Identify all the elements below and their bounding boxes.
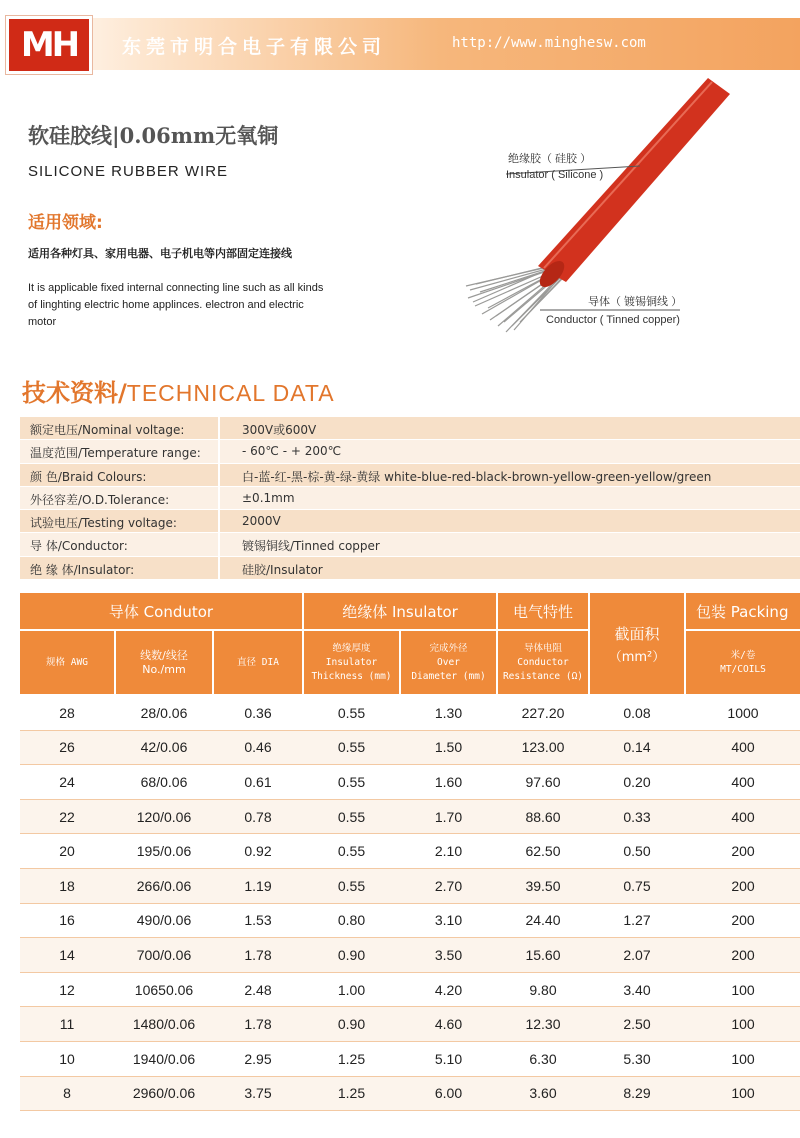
cell-thickness: 0.55 bbox=[337, 877, 366, 894]
cell-outer-diameter: 6.00 bbox=[434, 1085, 463, 1102]
cell-strands: 266/0.06 bbox=[136, 877, 192, 894]
cell-strands: 68/0.06 bbox=[140, 773, 188, 790]
spec-row bbox=[20, 440, 800, 463]
cell-strands: 1480/0.06 bbox=[132, 1016, 196, 1033]
cell-awg: 10 bbox=[59, 1050, 75, 1067]
cell-dia: 2.48 bbox=[244, 981, 272, 998]
cell-awg: 22 bbox=[59, 808, 75, 825]
spec-row bbox=[20, 557, 800, 580]
cell-thickness: 0.55 bbox=[337, 808, 366, 825]
cell-area: 2.07 bbox=[623, 946, 651, 963]
spec-row bbox=[20, 533, 800, 556]
scope-heading: 适用领域: bbox=[28, 213, 103, 233]
cell-strands: 700/0.06 bbox=[136, 946, 192, 963]
cell-thickness: 0.90 bbox=[337, 946, 366, 963]
cell-thickness: 1.00 bbox=[337, 981, 366, 998]
cell-outer-diameter: 1.30 bbox=[434, 704, 463, 721]
cell-awg: 26 bbox=[59, 739, 75, 756]
cell-thickness: 0.80 bbox=[337, 912, 366, 929]
page-header bbox=[0, 0, 800, 76]
technical-heading-cn: 技术资料/ bbox=[22, 379, 127, 407]
cell-awg: 11 bbox=[59, 1016, 75, 1033]
cell-dia: 1.78 bbox=[244, 946, 272, 963]
spec-row bbox=[20, 510, 800, 533]
cell-thickness: 0.55 bbox=[337, 843, 366, 860]
cell-dia: 1.78 bbox=[244, 1016, 272, 1033]
spec-table bbox=[20, 417, 800, 580]
spec-label: 试验电压/Testing voltage: bbox=[30, 516, 177, 531]
cell-dia: 1.19 bbox=[244, 877, 272, 894]
cell-area: 1.27 bbox=[623, 912, 651, 929]
cell-outer-diameter: 4.20 bbox=[434, 981, 463, 998]
cell-awg: 14 bbox=[59, 946, 75, 963]
cell-dia: 2.95 bbox=[244, 1050, 272, 1067]
product-title: 软硅胶线|0.06mm无氧铜 bbox=[28, 123, 279, 148]
logo-text: MH bbox=[20, 25, 78, 65]
spec-label: 导 体/Conductor: bbox=[30, 539, 128, 554]
spec-row bbox=[20, 464, 800, 487]
cell-awg: 28 bbox=[59, 704, 75, 721]
cell-resistance: 6.30 bbox=[529, 1050, 557, 1067]
spec-row bbox=[20, 417, 800, 440]
table-row bbox=[20, 973, 800, 1008]
cell-packing: 200 bbox=[731, 843, 755, 860]
cell-outer-diameter: 4.60 bbox=[434, 1016, 463, 1033]
cell-resistance: 97.60 bbox=[525, 773, 561, 790]
cell-awg: 18 bbox=[59, 877, 75, 894]
area-unit: （mm²） bbox=[608, 649, 666, 665]
cell-resistance: 88.60 bbox=[525, 808, 561, 825]
col-header-awg: 规格 AWG bbox=[20, 631, 114, 694]
table-row bbox=[20, 731, 800, 766]
company-name: 东莞市明合电子有限公司 bbox=[122, 36, 387, 58]
cell-resistance: 15.60 bbox=[525, 946, 561, 963]
cell-strands: 28/0.06 bbox=[140, 704, 188, 721]
cell-resistance: 3.60 bbox=[529, 1085, 557, 1102]
cell-outer-diameter: 3.10 bbox=[434, 912, 463, 929]
table-row bbox=[20, 1007, 800, 1042]
cell-area: 0.75 bbox=[623, 877, 651, 894]
cell-strands: 1940/0.06 bbox=[132, 1050, 196, 1067]
cell-area: 8.29 bbox=[623, 1085, 651, 1102]
cell-area: 2.50 bbox=[623, 1016, 651, 1033]
product-title-en: SILICONE RUBBER WIRE bbox=[28, 163, 229, 180]
cell-area: 0.33 bbox=[623, 808, 651, 825]
cell-outer-diameter: 5.10 bbox=[434, 1050, 463, 1067]
cell-resistance: 12.30 bbox=[525, 1016, 561, 1033]
scope-description-cn: 适用各种灯具、家用电器、电子机电等内部固定连接线 bbox=[28, 247, 292, 260]
cell-resistance: 39.50 bbox=[525, 877, 561, 894]
cell-area: 5.30 bbox=[623, 1050, 651, 1067]
spec-label: 外径容差/O.D.Tolerance: bbox=[30, 492, 170, 507]
cell-area: 0.50 bbox=[623, 843, 651, 860]
table-row bbox=[20, 800, 800, 835]
cell-dia: 0.61 bbox=[244, 773, 272, 790]
cell-strands: 10650.06 bbox=[134, 981, 194, 998]
cell-resistance: 62.50 bbox=[525, 843, 561, 860]
cell-dia: 0.46 bbox=[244, 739, 272, 756]
header-band bbox=[0, 18, 800, 70]
spec-value: ±0.1mm bbox=[242, 490, 295, 505]
spec-value: 硅胶/Insulator bbox=[242, 562, 323, 577]
conductor-label-en: Conductor ( Tinned copper) bbox=[546, 314, 680, 326]
cell-outer-diameter: 2.70 bbox=[434, 877, 463, 894]
cell-outer-diameter: 1.50 bbox=[434, 739, 463, 756]
cell-dia: 0.92 bbox=[244, 843, 272, 860]
cell-thickness: 0.55 bbox=[337, 773, 366, 790]
col-header-strands: 线数/线径 No./mm bbox=[116, 631, 212, 694]
cell-packing: 200 bbox=[731, 912, 755, 929]
cell-packing: 100 bbox=[731, 981, 755, 998]
insulator-label-cn: 绝缘胶（ 硅胶 ） bbox=[508, 153, 592, 165]
table-row bbox=[20, 904, 800, 939]
cell-packing: 100 bbox=[731, 1016, 755, 1033]
col-header-resistance: 导体电阻 Conductor Resistance (Ω) bbox=[498, 631, 588, 694]
scope-description-en: It is applicable fixed internal connecting line such as all kinds of linghting electric home applinces. electron and electric motor bbox=[28, 282, 324, 328]
group-header-area bbox=[590, 593, 684, 694]
spec-row bbox=[20, 487, 800, 510]
spec-value: - 60℃ - + 200℃ bbox=[242, 444, 342, 459]
spec-value: 2000V bbox=[242, 514, 281, 529]
company-logo bbox=[6, 16, 92, 74]
cell-area: 0.14 bbox=[623, 739, 651, 756]
cell-resistance: 227.20 bbox=[521, 704, 565, 721]
spec-label: 颜 色/Braid Colours: bbox=[30, 469, 147, 484]
cell-resistance: 123.00 bbox=[521, 739, 565, 756]
cell-packing: 100 bbox=[731, 1050, 755, 1067]
group-header-conductor: 导体 Condutor bbox=[20, 593, 302, 629]
table-body bbox=[20, 696, 800, 1111]
cell-packing: 200 bbox=[731, 946, 755, 963]
cell-packing: 400 bbox=[731, 739, 755, 756]
table-row bbox=[20, 869, 800, 904]
spec-label: 绝 缘 体/Insulator: bbox=[30, 562, 135, 577]
spec-label: 温度范围/Temperature range: bbox=[30, 446, 201, 461]
spec-value: 300V或600V bbox=[242, 423, 317, 437]
cell-strands: 195/0.06 bbox=[136, 843, 192, 860]
company-url[interactable]: http://www.minghesw.com bbox=[452, 35, 646, 51]
cell-strands: 2960/0.06 bbox=[132, 1085, 196, 1102]
technical-data-heading bbox=[22, 373, 335, 408]
cell-outer-diameter: 3.50 bbox=[434, 946, 463, 963]
cell-dia: 0.36 bbox=[244, 704, 272, 721]
table-row bbox=[20, 834, 800, 869]
table-row bbox=[20, 696, 800, 731]
cell-packing: 1000 bbox=[727, 704, 759, 721]
cell-awg: 8 bbox=[63, 1085, 71, 1102]
group-header-insulator: 绝缘体 Insulator bbox=[304, 593, 496, 629]
cell-strands: 120/0.06 bbox=[136, 808, 192, 825]
area-label: 截面积 bbox=[614, 624, 660, 643]
group-header-packing: 包装 Packing bbox=[686, 593, 800, 629]
cell-thickness: 1.25 bbox=[337, 1050, 366, 1067]
cell-packing: 200 bbox=[731, 877, 755, 894]
cell-area: 0.20 bbox=[623, 773, 651, 790]
cell-area: 3.40 bbox=[623, 981, 651, 998]
spec-label: 额定电压/Nominal voltage: bbox=[30, 423, 185, 437]
cell-thickness: 0.90 bbox=[337, 1016, 366, 1033]
cell-packing: 400 bbox=[731, 808, 755, 825]
table-row bbox=[20, 938, 800, 973]
wire-illustration bbox=[440, 70, 760, 350]
cell-resistance: 9.80 bbox=[529, 981, 557, 998]
insulator-label-en: Insulator ( Silicone ) bbox=[506, 169, 604, 181]
cell-awg: 16 bbox=[59, 912, 75, 929]
cell-thickness: 0.55 bbox=[337, 739, 366, 756]
technical-heading-en: TECHNICAL DATA bbox=[126, 380, 335, 406]
table-row bbox=[20, 765, 800, 800]
table-row bbox=[20, 1077, 800, 1112]
cell-outer-diameter: 2.10 bbox=[434, 843, 463, 860]
cell-dia: 1.53 bbox=[244, 912, 272, 929]
cell-awg: 20 bbox=[59, 843, 75, 860]
group-header-electrical: 电气特性 bbox=[498, 593, 588, 629]
cell-outer-diameter: 1.70 bbox=[434, 808, 463, 825]
cell-packing: 100 bbox=[731, 1085, 755, 1102]
spec-value: 白-蓝-红-黑-棕-黄-绿-黄绿 white-blue-red-black-brown-yellow-green-yellow/green bbox=[242, 469, 712, 484]
cell-strands: 42/0.06 bbox=[140, 739, 188, 756]
cell-dia: 0.78 bbox=[244, 808, 272, 825]
col-header-packing: 米/卷 MT/COILS bbox=[686, 631, 800, 694]
cell-awg: 24 bbox=[59, 773, 75, 790]
cell-thickness: 1.25 bbox=[337, 1085, 366, 1102]
cell-awg: 12 bbox=[59, 981, 75, 998]
cell-area: 0.08 bbox=[623, 704, 651, 721]
cell-outer-diameter: 1.60 bbox=[434, 773, 463, 790]
cell-packing: 400 bbox=[731, 773, 755, 790]
cell-dia: 3.75 bbox=[244, 1085, 272, 1102]
col-header-thickness: 绝缘厚度 Insulator Thickness (mm) bbox=[304, 631, 399, 694]
cell-resistance: 24.40 bbox=[525, 912, 561, 929]
table-row bbox=[20, 1042, 800, 1077]
spec-value: 镀锡铜线/Tinned copper bbox=[242, 539, 380, 554]
cell-strands: 490/0.06 bbox=[136, 912, 192, 929]
col-header-dia: 直径 DIA bbox=[214, 631, 302, 694]
col-header-outer-diameter: 完成外径 Over Diameter (mm) bbox=[401, 631, 496, 694]
cell-thickness: 0.55 bbox=[337, 704, 366, 721]
conductor-label-cn: 导体（ 镀锡铜线 ） bbox=[588, 296, 683, 308]
